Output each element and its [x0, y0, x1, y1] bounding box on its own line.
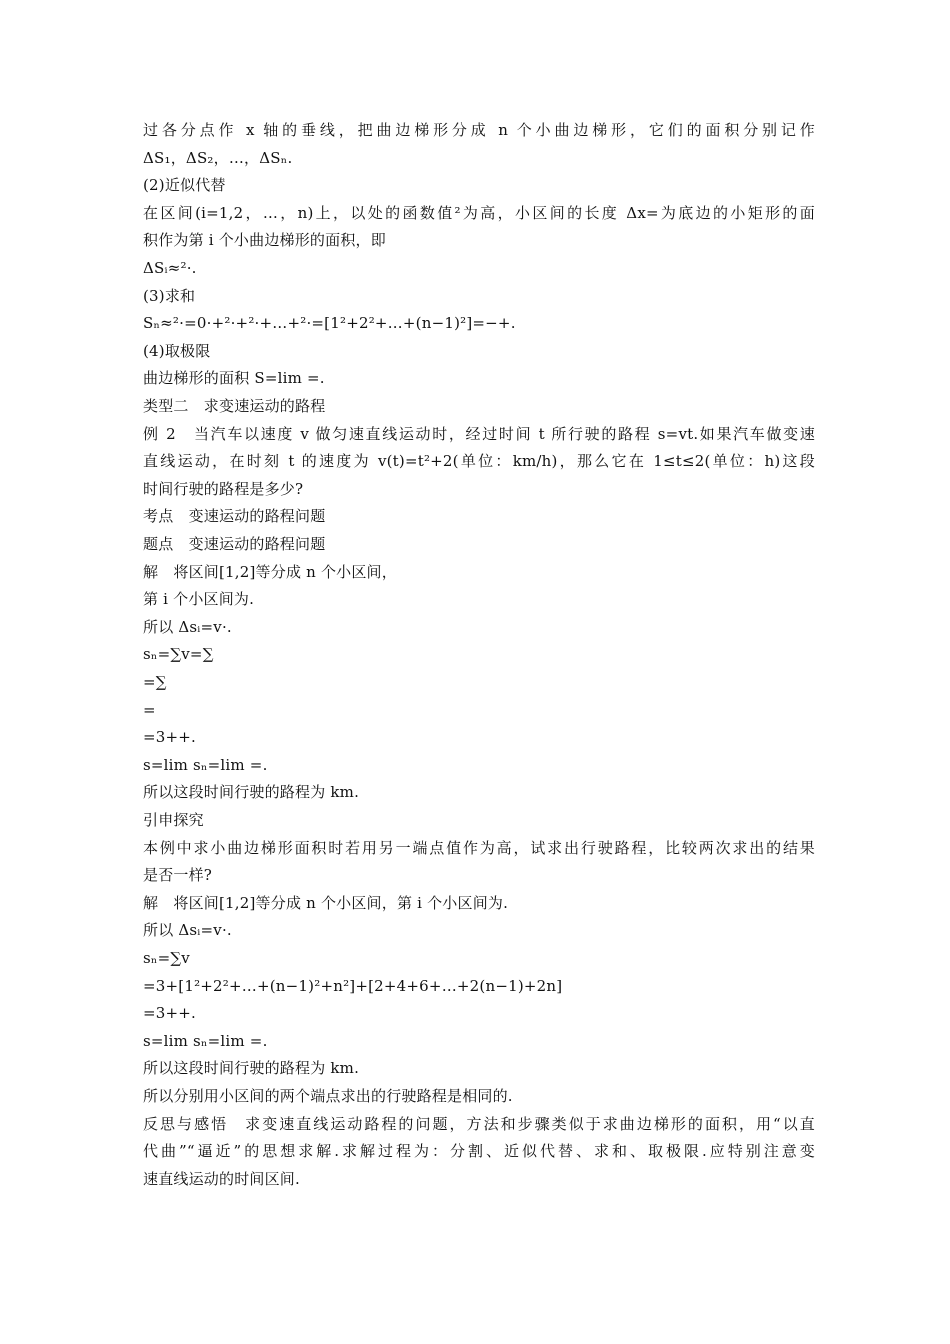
text-line: Sₙ≈²·=0·+²·+²·+…+²·=[1²+2²+…+(n−1)²]=−+.	[143, 314, 516, 333]
text-line: (4)取极限	[143, 341, 211, 360]
text-line: ΔS₁，ΔS₂，…，ΔSₙ.	[143, 148, 293, 167]
text-line: 所以 Δsᵢ=v·.	[143, 921, 232, 940]
text-line: (3)求和	[143, 286, 196, 305]
text-line: 本例中求小曲边梯形面积时若用另一端点值作为高，试求出行驶路程，比较两次求出的结果	[143, 838, 815, 857]
text-line: 所以这段时间行驶的路程为 km.	[143, 783, 360, 802]
text-line: 时间行驶的路程是多少?	[143, 479, 304, 498]
text-line: 在区间(i=1,2，…，n)上，以处的函数值²为高，小区间的长度 Δx=为底边的小矩形的面	[143, 203, 815, 222]
text-line: 引申探究	[143, 811, 204, 829]
text-line: =3++.	[143, 728, 197, 747]
text-line: 例 2 当汽车以速度 v 做匀速直线运动时，经过时间 t 所行驶的路程 s=vt.如果汽车做变速	[143, 424, 815, 443]
text-line: 积作为第 i 个小曲边梯形的面积，即	[143, 231, 386, 250]
text-line: sₙ=∑v	[143, 949, 190, 967]
text-line: 解 将区间[1,2]等分成 n 个小区间，第 i 个小区间为.	[143, 893, 509, 912]
text-line: =	[143, 700, 156, 719]
text-line: 类型二 求变速运动的路程	[143, 397, 326, 415]
text-line: 所以分别用小区间的两个端点求出的行驶路程是相同的.	[143, 1087, 513, 1105]
text-line: 反思与感悟 求变速直线运动路程的问题，方法和步骤类似于求曲边梯形的面积，用“以直	[143, 1114, 815, 1133]
text-line: s=lim sₙ=lim =.	[143, 755, 268, 774]
text-line: 过各分点作 x 轴的垂线，把曲边梯形分成 n 个小曲边梯形，它们的面积分别记作	[143, 121, 815, 139]
text-line: s=lim sₙ=lim =.	[143, 1031, 268, 1050]
text-line: 所以 Δsᵢ=v·.	[143, 617, 232, 636]
text-line: =3+[1²+2²+…+(n−1)²+n²]+[2+4+6+…+2(n−1)+2n]	[143, 976, 563, 995]
text-line: 题点 变速运动的路程问题	[143, 535, 326, 553]
text-line: 第 i 个小区间为.	[143, 590, 255, 609]
text-line: sₙ=∑v=∑	[143, 645, 214, 664]
text-line: 所以这段时间行驶的路程为 km.	[143, 1059, 360, 1078]
text-line: 速直线运动的时间区间.	[143, 1169, 300, 1188]
text-line: 考点 变速运动的路程问题	[143, 507, 326, 526]
text-line: =3++.	[143, 1004, 197, 1023]
text-line: 代曲”“逼近”的思想求解.求解过程为：分割、近似代替、求和、取极限.应特别注意变	[143, 1142, 815, 1161]
text-line: =∑	[143, 673, 167, 691]
text-line: 是否一样?	[143, 866, 213, 885]
text-line: 解 将区间[1,2]等分成 n 个小区间，	[143, 562, 397, 581]
text-line: 直线运动，在时刻 t 的速度为 v(t)=t²+2(单位：km/h)，那么它在 1≤t≤2(单位：h)这段	[143, 452, 815, 471]
text-line: (2)近似代替	[143, 176, 226, 195]
text-line: ΔSᵢ≈²·.	[143, 259, 197, 277]
text-line: 曲边梯形的面积 S=lim =.	[143, 369, 325, 388]
